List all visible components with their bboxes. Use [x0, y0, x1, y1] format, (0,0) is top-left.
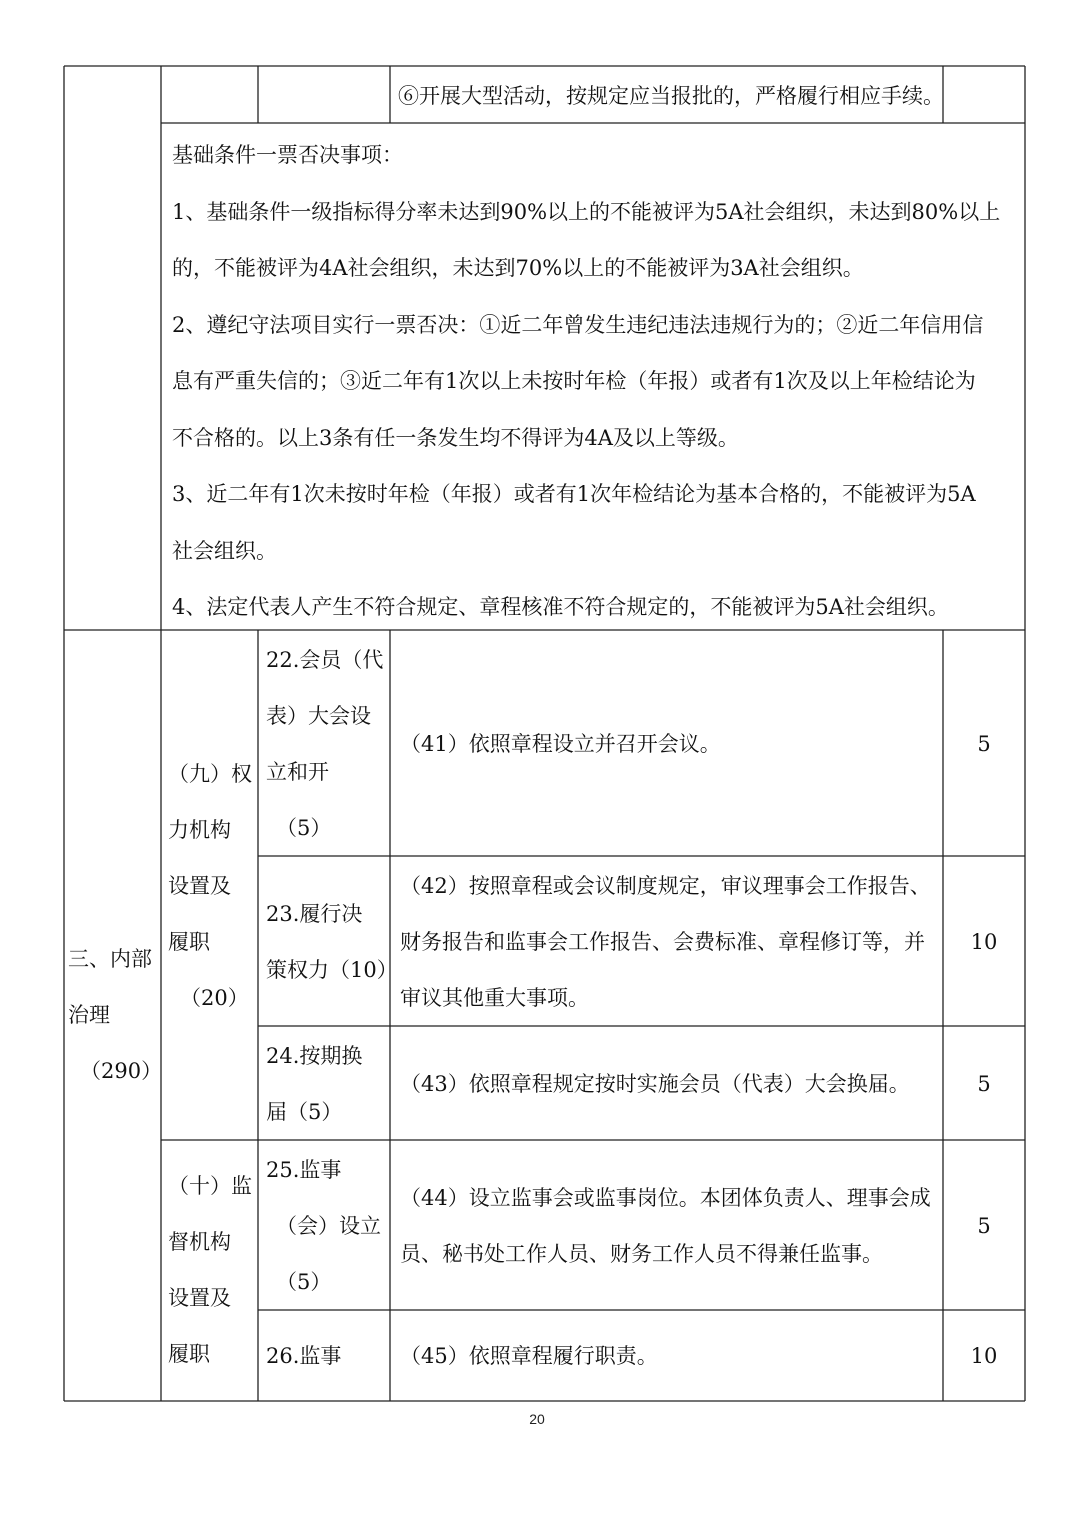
level2-line: 履职	[168, 930, 210, 954]
score-cell	[943, 914, 1025, 970]
level2-group-9	[168, 746, 258, 1026]
criterion-text: 财务报告和监事会工作报告、会费标准、章程修订等，并	[400, 930, 925, 954]
level2-line: 履职	[168, 1342, 210, 1366]
score-value: 10	[970, 930, 998, 954]
criterion-cell	[400, 716, 943, 772]
level2-line: （十）监	[168, 1174, 252, 1198]
criterion-cell	[400, 858, 943, 1026]
score-cell	[943, 1328, 1025, 1384]
item-cell	[266, 1328, 390, 1384]
item-line: 届（5）	[266, 1100, 343, 1124]
criterion-text: （41）依照章程设立并召开会议。	[400, 732, 721, 756]
level1-line: 治理	[68, 1003, 110, 1027]
veto-note-line: 2、遵纪守法项目实行一票否决：①近二年曾发生违纪违法违规行为的；②近二年信用信	[172, 312, 984, 337]
score-value: 10	[970, 1344, 998, 1368]
criterion-cell	[400, 1328, 943, 1384]
level1-category	[68, 931, 163, 1099]
veto-note-heading: 基础条件一票否决事项：	[172, 143, 403, 167]
veto-note-line: 3、近二年有1次未按时年检（年报）或者有1次年检结论为基本合格的，不能被评为5A	[172, 482, 976, 506]
item-line: 立和开	[266, 760, 329, 784]
page-number: 20	[529, 1411, 545, 1427]
item-line: 24.按期换	[266, 1044, 363, 1068]
item-line: （会）设立	[276, 1214, 381, 1238]
criterion-text: ⑥开展大型活动，按规定应当报批的，严格履行相应手续。	[398, 84, 944, 108]
criterion-cell	[400, 1056, 943, 1112]
item-line: 25.监事	[266, 1158, 342, 1182]
item-line: 22.会员（代	[266, 648, 384, 672]
level1-line: 三、内部	[68, 947, 152, 971]
level2-line: （九）权	[168, 762, 252, 786]
item-line: 表）大会设	[266, 704, 371, 728]
score-value: 5	[977, 732, 991, 756]
score-cell	[943, 716, 1025, 772]
criterion-cell	[398, 68, 943, 124]
item-line: （5）	[276, 1270, 332, 1294]
item-line: 23.履行决	[266, 902, 363, 926]
item-line: 26.监事	[266, 1344, 342, 1368]
level2-line: 力机构	[168, 818, 231, 842]
criterion-text: 员、秘书处工作人员、财务工作人员不得兼任监事。	[400, 1242, 883, 1266]
veto-note-line: 社会组织。	[172, 538, 277, 563]
level2-group-10	[168, 1158, 258, 1382]
level1-line: （290）	[80, 1059, 163, 1083]
criterion-text: （42）按照章程或会议制度规定，审议理事会工作报告、	[400, 874, 931, 898]
veto-note-line: 的，不能被评为4A社会组织，未达到70%以上的不能被评为3A社会组织。	[172, 256, 864, 280]
criterion-text: （45）依照章程履行职责。	[400, 1344, 658, 1368]
veto-note-line: 息有严重失信的；③近二年有1次以上未按时年检（年报）或者有1次及以上年检结论为	[172, 369, 976, 393]
item-cell	[266, 886, 398, 998]
item-cell	[266, 1142, 390, 1310]
veto-note	[172, 127, 1020, 636]
item-line: 策权力（10）	[266, 958, 398, 982]
criterion-text: （43）依照章程规定按时实施会员（代表）大会换届。	[400, 1072, 910, 1096]
item-cell	[266, 632, 390, 856]
level2-line: 设置及	[168, 1286, 231, 1310]
item-line: （5）	[276, 816, 332, 840]
item-cell	[266, 1028, 390, 1140]
score-cell	[943, 1198, 1025, 1254]
score-cell	[943, 1056, 1025, 1112]
veto-note-line: 1、基础条件一级指标得分率未达到90%以上的不能被评为5A社会组织，未达到80%以上	[172, 199, 1001, 224]
criterion-text: （44）设立监事会或监事岗位。本团体负责人、理事会成	[400, 1186, 931, 1210]
level2-line: 督机构	[168, 1230, 231, 1254]
score-value: 5	[977, 1072, 991, 1096]
score-value: 5	[977, 1214, 991, 1238]
veto-note-line: 4、法定代表人产生不符合规定、章程核准不符合规定的，不能被评为5A社会组织。	[172, 595, 949, 619]
veto-note-line: 不合格的。以上3条有任一条发生均不得评为4A及以上等级。	[172, 425, 739, 450]
level2-line: （20）	[180, 986, 249, 1010]
criterion-cell	[400, 1170, 943, 1282]
criterion-text: 审议其他重大事项。	[400, 986, 589, 1010]
level2-line: 设置及	[168, 874, 231, 898]
